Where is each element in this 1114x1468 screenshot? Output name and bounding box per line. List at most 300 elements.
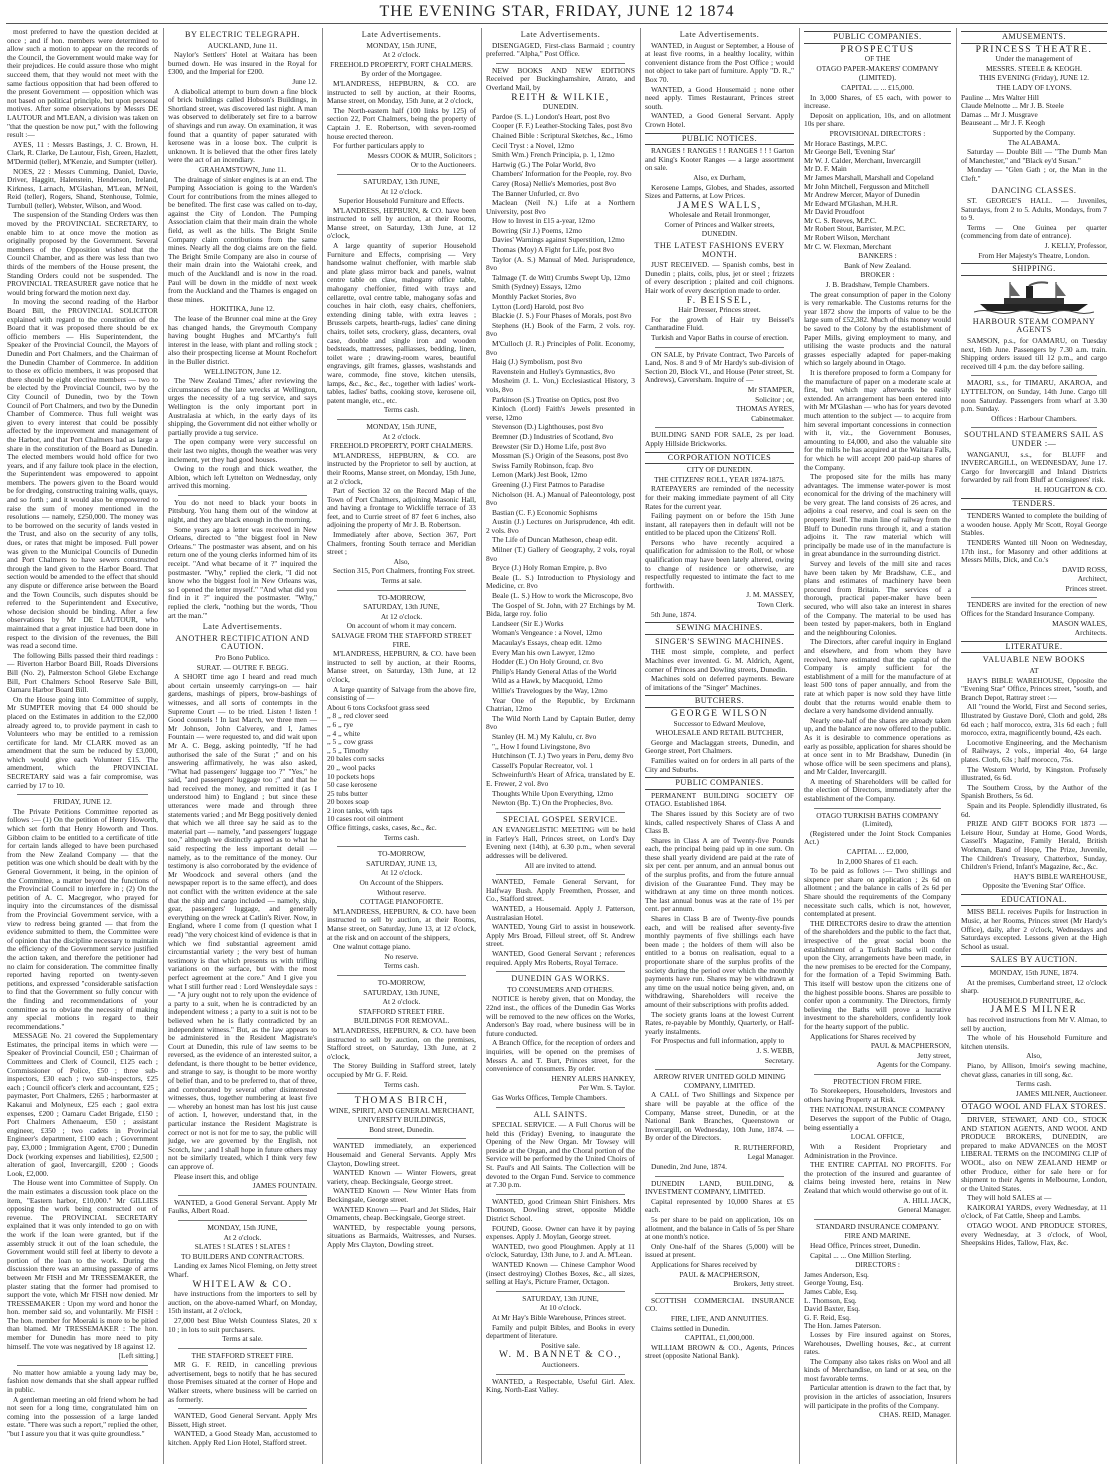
centered-line: SALVAGE FROM THE STAFFORD STREET FIRE. bbox=[331, 631, 472, 649]
list-item: Mr W. J. Calder, Merchant, Invercargill bbox=[804, 155, 921, 165]
paragraph: M'LANDRESS, HEPBURN, & CO. have been instructed to sell by auction, on the premises, Stafford street, on Saturday, 13th June, at 2 o'clock, bbox=[327, 1025, 476, 1061]
signature-line: Brokers, Jetty street. bbox=[733, 1279, 794, 1289]
paragraph: NOTICE is hereby given, that on Monday, the 22nd inst., the offices of the Dunedin Gas Works will be removed to the new offices on the Works, Anderson's Bay road, where business will be in future conducted. bbox=[486, 994, 635, 1038]
list-item: Mr Horace Bastings, M.P.C. bbox=[804, 138, 888, 148]
paragraph: Carey (Rosa) Nellie's Memories, post 8vo bbox=[492, 178, 617, 188]
centered-line: WELLINGTON, June 12. bbox=[203, 366, 282, 376]
paragraph: No matter how amiable a young lady may be, fashion now demands that she shall appear ruffled in public. bbox=[7, 1367, 158, 1395]
section-heading: PUBLIC COMPANIES. bbox=[804, 31, 951, 44]
paragraph: Piano, by Allison, Imoir's sewing machine, chevat glass, canaries in till song, &c. bbox=[961, 1060, 1107, 1079]
list-item: ,, 5 ,, cow grass bbox=[327, 737, 373, 747]
paragraph: SPECIAL SERVICE. — A Full Chorus will be held this (Friday) Evening, to inaugurate the Opening of the New Organ. Mr Towsey will preside at the Organ, and the Choral portion of the Service will be performed by the United Choirs of St. Paul's and All Saints. The Collection will be devoted to the Organ Fund. Service to commence at 7.30 p.m. bbox=[486, 1120, 635, 1190]
section-heading: PUBLIC COMPANIES. bbox=[645, 777, 794, 790]
paragraph: Year One of the Republic, by Erckmann Chatrian, 12mo bbox=[486, 695, 635, 714]
centered-line: MONDAY, 15th JUNE, bbox=[366, 40, 437, 50]
signature-line: J. KELLY, Professor, bbox=[1044, 241, 1107, 251]
rule-divider bbox=[496, 63, 625, 64]
paragraph: BUILDING SAND FOR SALE, 2s per load. Apply Hillside Brickworks. bbox=[645, 430, 794, 448]
paragraph: Milner (T.) Gallery of Geography, 2 vols, royal 8vo bbox=[486, 545, 635, 563]
signature-line: HAY'S BIBLE WAREHOUSE, bbox=[1013, 871, 1107, 881]
paragraph: NOES, 22 : Messrs Cumming, Daniel, Davie, Driver, Haggitt, Halenstein, Henderson, Ireland, Kirkness, Larnach, M'Glashan, M'Lean, M'Neil, Reid (teller), Rogers, Shand, Stenhouse, Tolmie, Turnbull (teller), Webster, Wilson, and Wood. bbox=[7, 166, 158, 210]
centered-line: FREEHOLD PROPERTY, PORT CHALMERS. bbox=[330, 441, 473, 451]
paragraph: Hutchinson (T. J.) Two years in Peru, demy 8vo bbox=[492, 751, 634, 761]
section-heading: SOUTHLAND STEAMERS SAIL AS UNDER :— bbox=[964, 430, 1104, 448]
column-6 bbox=[801, 28, 954, 1464]
paragraph: 5th June, 1874. bbox=[651, 609, 697, 619]
list-item: 50 case kerosene bbox=[327, 780, 378, 790]
centered-line: LOCAL OFFICE, bbox=[850, 1132, 905, 1142]
centered-line: BROKER : bbox=[860, 270, 895, 280]
centered-line: FIRE, LIFE, AND ANNUITIES. bbox=[670, 1313, 769, 1323]
paragraph: AN EVANGELISTIC MEETING will be held in Farley's Hall, Princes street, on Lord's Day Evening next (14th), at 6.30 p.m., when several addresses will be delivered. bbox=[486, 825, 635, 861]
paragraph: Failing payment on or before the 15th June instant, all ratepayers then in default will not be entitled to be placed upon the Citizens' Roll. bbox=[645, 511, 794, 538]
paragraph: The Shares issued by this Society are of two kinds, called respectively Shares of Class A and Class B. bbox=[645, 808, 794, 836]
paragraph: Monday — "Glen Gath ; or, the Man in the Cleft." bbox=[961, 165, 1107, 183]
paragraph: Spain and its People. Splendidly illustrated, 6s 6d. bbox=[961, 800, 1107, 819]
list-item: Mr George Bell, 'Evening Star' bbox=[804, 147, 896, 157]
centered-line: DUNEDIN. bbox=[701, 229, 738, 239]
centered-line: On account of whom it may concern. bbox=[346, 621, 457, 631]
rule-divider bbox=[337, 1093, 466, 1094]
column-divider bbox=[481, 28, 482, 1464]
centered-line: Terms cash. bbox=[383, 405, 420, 415]
centered-line: Under the management of bbox=[995, 54, 1073, 64]
rule-divider bbox=[178, 495, 307, 496]
list-item: L. Thomson, Esq. bbox=[804, 1295, 857, 1305]
section-heading: Late Advertisements. bbox=[520, 30, 601, 39]
paragraph: Shares in Class B are of Twenty-five pounds each, and will be realised after seventy-five monthly payments of five shillings each have been made ; the holders of them will also be entitled to a bonus on realisation, equal to a proportionate share of the surplus profits of the society during the period over which the monthly payments have run. Shares may be withdrawn at any time on the usual notice being given, and, on withdrawing, Shareholders will receive the amount of their subscriptions with profits added. bbox=[645, 914, 794, 1009]
centered-line: SLATES ! SLATES ! SLATES ! bbox=[194, 1242, 291, 1252]
paragraph: Particular attention is drawn to the fact that, by provision in the articles of association, Insurers will participate in the profits of the Company. bbox=[804, 1383, 951, 1410]
section-heading: SALES BY AUCTION. bbox=[961, 954, 1107, 967]
paragraph: The Banner Unfurled, cr. 8vo bbox=[492, 188, 580, 198]
paragraph: RATEPAYERS are reminded of the necessity for their making immediate payment of all City Rates for the current year. bbox=[645, 484, 794, 511]
masthead bbox=[0, 0, 1114, 26]
paragraph: WANTED Known — Winter Flowers, great variety, cheap. Beckingsale, George street. bbox=[327, 1168, 476, 1186]
centered-line: THE STAFFORD STREET FIRE. bbox=[191, 1350, 294, 1360]
paragraph: Hodder (E.) On Holy Ground, cr. 8vo bbox=[492, 657, 604, 667]
centered-line: Offices : Harbour Chambers. bbox=[991, 413, 1077, 423]
paragraph: Claims settled in Dunedin. bbox=[651, 1323, 730, 1333]
signature-line: Secretary. bbox=[764, 1055, 794, 1065]
centered-line: Opposite the 'Evening Star' Office. bbox=[982, 881, 1086, 891]
paragraph: (Registered under the Joint Stock Companies Act.) bbox=[804, 828, 951, 847]
rule-divider bbox=[178, 1220, 307, 1221]
list-item: Mr Andrew Mercer, Mayor of Dunedin bbox=[804, 190, 920, 200]
paragraph: WANTED Known — New Winter Hats from Beckingsale, George street. bbox=[327, 1186, 476, 1205]
rule-divider bbox=[496, 812, 625, 813]
centered-line: From Her Majesty's Theatre, London. bbox=[978, 250, 1090, 260]
list-item: 20 boxes soap bbox=[327, 797, 369, 807]
paragraph: Woman's Vengeance : a Novel, 12mo bbox=[492, 628, 603, 638]
centered-line: Supported by the Company. bbox=[992, 127, 1076, 137]
list-item: Mr Robert Wilson, Merchant bbox=[804, 233, 890, 243]
centered-line: Corner of Princes and Walker streets, bbox=[664, 219, 775, 229]
paragraph: Section 315, Port Chalmers, fronting Fox street. bbox=[333, 566, 475, 576]
paragraph: Bastian (C. F.) Economic Sophisms bbox=[492, 507, 598, 517]
paragraph: The society grants loans at the lowest Current Rates, re-payable by Monthly, Quarterly, or Half-yearly instalments. bbox=[645, 1009, 794, 1036]
centered-line: J. B. Bradshaw, Temple Chambers. bbox=[825, 280, 930, 290]
paragraph: Head Office, Princes street, Dunedin. bbox=[810, 1240, 921, 1250]
centered-line: PROTECTION FROM FIRE. bbox=[833, 1076, 922, 1086]
list-item: Mr James Marshall, Marshall and Copeland bbox=[804, 172, 934, 182]
list-item: Pauline ... Mrs Walter Hill bbox=[961, 92, 1039, 102]
centered-line: FREEHOLD PROPERTY, FORT CHALMERS. bbox=[330, 59, 473, 69]
rule-divider bbox=[971, 427, 1097, 428]
paragraph: Schweinfurth's Heart of Africa, translated by E. E. Frewer, 2 vol. 8vo bbox=[486, 770, 635, 788]
paragraph: Please insert this, and oblige bbox=[174, 1171, 259, 1181]
section-heading: HARBOUR STEAM COMPANY AGENTS bbox=[972, 316, 1096, 335]
paragraph: M'LANDRESS, HEPBURN, & CO. are instructed by the Proprietor to sell by auction, at their Rooms, Manse street, on Monday, 15th June, at 2 o'clock, bbox=[327, 450, 476, 486]
centered-line: CAPITAL, £1,000,000. bbox=[684, 1333, 755, 1343]
centered-line: OTAGO TURKISH BATHS COMPANY (Limited), bbox=[816, 810, 939, 829]
paragraph: WANTED, Good General Servant ; references required. Apply Mrs Roberts, Royal Terrace. bbox=[486, 949, 635, 967]
paragraph: WANTED, Female General Servant, for Halfway Bush. Apply Freemthen, Prosser, and Co., Stafford street. bbox=[486, 877, 635, 904]
paragraph: Losses by Fire insured against on Stores, Warehouses, Dwelling houses, &c., at current rates. bbox=[804, 1329, 951, 1357]
paragraph: Capital ... ... One Million Sterling. bbox=[810, 1250, 912, 1260]
paragraph: Monthly Packet Stories, 8vo bbox=[492, 292, 577, 302]
rule-divider bbox=[337, 975, 466, 976]
newspaper-title: THE EVENING STAR, FRIDAY, JUNE 12 1874 bbox=[379, 3, 735, 20]
paragraph: most preferred to have the question decided at once ; and if hon. members were determined to allow such a motion to appear on the records of the Council, the Government would make way for their prejudices. He could assure those who might succeed them, that they would not meet with the same factious opposition that had been offered to the present Government — opposition which was not based on political principle, but upon personal motives. After some observations by Messrs DE LAUTOUR and M'LEAN, a division was taken on "that the question be now put," with the following result :— bbox=[7, 28, 158, 140]
column-5 bbox=[642, 28, 797, 1464]
rule-divider bbox=[655, 1176, 784, 1177]
section-heading: DANCING CLASSES. bbox=[991, 185, 1077, 195]
centered-line: CITY OF DUNEDIN. bbox=[686, 465, 753, 475]
list-item: Mr C. W. Flexman, Merchant bbox=[804, 241, 892, 251]
rule-divider bbox=[178, 1348, 307, 1349]
list-item: 2 iron tanks, with taps bbox=[327, 805, 393, 815]
paragraph: You do not need to black your boots in Pittsburg. You hang them out of the window at night, and they are black enough in the morning. bbox=[168, 497, 317, 525]
paragraph: Hartwig (G.) The Polar World, 8vo bbox=[492, 159, 596, 169]
list-item: 10 pockets hops bbox=[327, 771, 375, 781]
centered-line: THIS EVENING (Friday), JUNE 12. bbox=[978, 73, 1090, 83]
paragraph: Chambers' Information for the People, roy. 8vo bbox=[492, 169, 632, 179]
paragraph: M'LANDRESS, HEPBURN, & CO. have been instructed to sell by auction, at their Rooms, Manse street, on Saturday, 13th June, at 12 o'clock, bbox=[327, 205, 476, 241]
paragraph: WANTED, Young Girl to assist in housework. Apply Mrs Broad, Filleul street, off St. Andrew street. bbox=[486, 922, 635, 949]
centered-line: At 2 o'clock. bbox=[223, 1232, 262, 1242]
paragraph: The open company were very successful on their last two nights, though the weather was very inclement, yet they had good houses. bbox=[168, 437, 317, 464]
centered-line: At 12 o'clock. bbox=[380, 186, 423, 196]
centered-line: THOMAS BIRCH, bbox=[354, 1096, 449, 1107]
rule-divider bbox=[17, 794, 148, 795]
signature-line: Solicitor ; or, bbox=[755, 394, 794, 404]
list-item: ,, 5 ,, Timothy bbox=[327, 745, 369, 755]
section-heading: Late Advertisements. bbox=[679, 30, 760, 39]
paragraph: Bremner (D.) Industries of Scotland, 8vo bbox=[492, 431, 614, 441]
paragraph: MESSAGE No. 21 covered the Supplementary Estimates, the principal items in which were — Speaker of Provincial Council, £50 ; Chairman of Committees and Clerk of Council, £125 each ; Commissioner of Police, £50 ; three sub-inspectors, £30 each ; two sub-inspectors, £25 each ; Council officer's clerk and accountant, £25 ; paymaster, Port Chalmers, £265 ; harbormaster at Kakanui and Molyneux, £25 each ; gaol extra expenses, £200 ; Oamaru Cadet Brigade, £150 ; Port Chalmers Athenaeum, £50 ; assistant engineer, £350 ; two cadets in Provincial Engineer's department, £100 each ; Government pay, £3,000 ; Immigration Agent, £700 ; Dunedin Dock (working expenses and liabilities), £2,500 ; alteration of gaol, Invercargill, £200 ; Goods Look, £2,000. bbox=[7, 1031, 158, 1178]
centered-line: PAUL & MACPHERSON, bbox=[679, 1269, 760, 1279]
paragraph: The following Bills passed their third readings :— Riverton Harbor Board Bill, Roads Diversions Bill (No. 2), Palmerston School Glebe Exchange Bill, Port Chalmers School Reserve Sale Bill, Oamaru Harbor Board Bill. bbox=[7, 650, 158, 695]
centered-line: Terms at sale. bbox=[222, 1334, 263, 1344]
centered-line: Bank of New Zealand. bbox=[844, 260, 911, 270]
list-item: 25 tubs butter bbox=[327, 788, 368, 798]
column-1 bbox=[4, 28, 161, 1464]
paragraph: A large quantity of Salvage from the above fire, consisting of — bbox=[327, 684, 476, 703]
paragraph: FOUND, Goose. Owner can have it by paying expenses. Apply J. Moylan, George street. bbox=[486, 1223, 635, 1242]
paragraph: Pardoe (S. L.) London's Heart, post 8vo bbox=[492, 111, 610, 121]
signature-line: JAMES FOUNTAIN. bbox=[252, 1181, 317, 1191]
signature-line: DAVID ROSS, bbox=[1061, 564, 1107, 574]
rule-divider bbox=[655, 347, 784, 348]
section-heading: AMUSEMENTS. bbox=[961, 31, 1107, 44]
signature-line: June 12. bbox=[292, 76, 317, 86]
paragraph: The proposed site for the mills has many advantages. The immense water-power is most economical for the driving of the machinery will be very great. The land consists of 26 acres, and adjoins a coal reserve, and coal is seen on the property itself. The main line of railway from the Bluff to Dunedin runs through it, and a station adjoins it. The raw material which will principally be made use of in the manufacture is in great abundance in the surrounding district. bbox=[804, 472, 951, 559]
section-heading: SEWING MACHINES. bbox=[645, 622, 794, 635]
paragraph: Stanley (H. M.) My Kalulu, cr. 8vo bbox=[492, 731, 597, 741]
centered-line: Auctioneers. bbox=[541, 1359, 580, 1369]
column-4 bbox=[483, 28, 638, 1464]
paragraph: WANGANUI, s.s., for BLUFF and INVERCARGILL, on WEDNESDAY, June 17. Cargo for Invercargill and Inland Districts forwarded by rail from Bluff at Consignees' risk. bbox=[961, 449, 1107, 485]
rule-divider bbox=[496, 1374, 625, 1375]
centered-line: TO-MORROW, bbox=[377, 592, 426, 602]
paragraph: M'LANDRESS, HEPBURN, & CO. are instructed to sell by auction, at their Rooms, Manse street, on Monday, 15th June, at 2 o'clock, bbox=[327, 78, 476, 106]
centered-line: By order of the Mortgagee. bbox=[361, 69, 442, 79]
rule-divider bbox=[496, 1107, 625, 1108]
centered-line: FIRE AND MARINE. bbox=[844, 1231, 911, 1241]
paragraph: WANTED, a Housemaid. Apply J. Patterson, Australasian Hotel. bbox=[486, 904, 635, 922]
section-heading: TENDERS. bbox=[961, 498, 1107, 511]
rule-divider bbox=[496, 1194, 625, 1195]
paragraph: For the growth of Hair try Beissel's Cantharadine Fluid. bbox=[645, 314, 794, 333]
section-heading: SHIPPING. bbox=[961, 263, 1107, 276]
paragraph: MISS BELL receives Pupils for Instruction in Music, at her Rooms, Princes street (Mr Hardy's Office), daily, after 2 o'clock, Wednesdays and Saturdays excepted. Lessons given at the High School as usual. bbox=[961, 907, 1107, 951]
list-item: George Young, Esq. bbox=[804, 1278, 864, 1288]
centered-line: GRAHAMSTOWN, June 11. bbox=[198, 164, 287, 174]
centered-line: ARROW RIVER UNITED GOLD MINING COMPANY, LIMITED. bbox=[653, 1072, 786, 1090]
paragraph: TENDERS Wanted to complete the building of a wooden house. Apply Mr Scott, Royal George Stables. bbox=[961, 511, 1107, 538]
list-item: The Hon. James Paterson. bbox=[804, 1321, 881, 1331]
paragraph: MR G. F. REID, in cancelling previous advertisement, begs to notify that he has secured those Premises situated at the corner of Hope and Walker streets, where business will be carried on as formerly. bbox=[168, 1360, 317, 1404]
paragraph: ",, How I found Livingstone, 8vo bbox=[492, 741, 591, 751]
paragraph: A large quantity of superior Household Furniture and Effects, comprising — Very handsome walnut cheffonier, with marble slab and plate glass mirror back and panels, walnut centre table on claw, mahogany office table, mahogany cheffonier, fitted with trays and cellarette, oval centre table, mahogany sofas and couches in hair cloth, easy chairs, cheffoniers, extending dining table, with extra leaves ; Brussels carpets, hearth-rugs, ladies' cane dining chairs, toilet sets, crockery, glass, decanters, oval case, double and single iron and wooden bedsteads, mattresses, palliasses, bedding, linen, toilet ware ; drawing-room wares, beautiful engravings, gilt frames, glasses, washstands and ware, commode, fine stove, kitchen utensils, lamps, &c., &c., &c., together with ladies' work-tables, ladies' baths, cooking stove, kerosene oil, patent mangle, etc., etc. bbox=[327, 241, 476, 405]
list-item: 10 cases root oil ointment bbox=[327, 814, 404, 824]
centered-line: Pro Bono Publico. bbox=[215, 652, 270, 662]
centered-line: At 12 o'clock. bbox=[380, 868, 423, 878]
paragraph: It is therefore proposed to form a Company for the manufacture of paper on a moderate scale at first, but which may afterwards be easily extended. An arrangement has been entered into with Mr M'Glashan — who has for years devoted much attention to the subject — to acquire from him several important concessions in connection with it, viz., the Government Bonuses, amounting to £4,000, and also the valuable site for the mills he has acquired at the Waitara Falls, for which he will accept 200 paid-up shares of the Company. bbox=[804, 367, 951, 472]
centered-line: PROVISIONAL DIRECTORS : bbox=[829, 128, 926, 138]
paragraph: The North-eastern half (100 links by 125) of section 22, Port Chalmers, being the property of Captain J. E. Robertson, with seven-roomed house erected thereon. bbox=[327, 105, 476, 141]
paragraph: TENDERS Wanted till Noon on Wednesday, 17th inst., for Masonry and other additions at Messrs Mills, Dick, and Co.'s bbox=[961, 537, 1107, 565]
signature-line: R. RUTHERFORD, bbox=[734, 1142, 794, 1152]
centered-line: JAMES WALLS, bbox=[677, 200, 762, 211]
paragraph: 5s per share to be paid on application, 10s on allotment, and the balance in Calls of 5s per Share at one month's notice. bbox=[645, 1215, 794, 1242]
paragraph: Kinloch (Lord) Faith's Jewels presented in verse, 12mo bbox=[486, 404, 635, 422]
rule-divider bbox=[496, 874, 625, 875]
rule-divider bbox=[814, 1074, 941, 1075]
list-item: G. F. Reid, Esq. bbox=[804, 1312, 851, 1322]
paragraph: The drainage of sinker engines is at an end. The Pumping Association is going to the Warden's Court for contributions from the mines alleged to be benefited. The first case was called on to-day, against the City of London. The Pumping Association claim that their main drain the whole field, as well as the hills. The Bright Smile Company claim contributions from the same mines. Nearly all the dog claims are on the field. The Bright Smile Company are also in course of their main drain into the Waiotahi creek, and much of the Aucklandl and is now in the road. Paul will be down in the middle of next week from the Auckland and the Thames is engaged on these mines. bbox=[168, 174, 317, 304]
paragraph: Some years ago a letter was received in New Orleans, directed to "the biggest fool in New Orleans." The postmaster was absent, and on his return one of the young clerks informed him of its receipt. "And what became of it ?" inquired the postmaster. "Why," replied the clerk, "I did not know who the biggest fool in New Orleans was, so I opened the letter myself." "And what did you find in it ?" inquired the postmaster. "Why," replied the clerk, "nothing but the words, 'Thou art the man.'" bbox=[168, 524, 317, 620]
centered-line: COTTAGE PIANOFORTE. bbox=[359, 897, 444, 907]
centered-line: GEORGE WILSON bbox=[670, 708, 769, 719]
centered-line: DUNEDIN. bbox=[542, 102, 579, 112]
rule-divider bbox=[496, 1291, 625, 1292]
centered-line: Superior Household Furniture and Effects. bbox=[338, 196, 465, 206]
paragraph: The Life of Duncan Matheson, cheap edit. bbox=[492, 535, 618, 545]
paragraph: Applications for Shares received by bbox=[651, 1260, 757, 1269]
paragraph: THE most simple, complete, and perfect Machines ever invented. G. M. Aldrich, Agent, corner of Princes and Dowling streets, Dunedin. bbox=[645, 647, 794, 674]
paragraph: Family and pulpit Bibles, and Books in every department of literature. bbox=[486, 1322, 635, 1341]
centered-line: DIRECTORS : bbox=[855, 1260, 900, 1270]
centered-line: Without reserve. bbox=[377, 887, 426, 897]
centered-line: Bond street, Dunedin. bbox=[369, 1124, 434, 1134]
centered-line: Terms cash. bbox=[383, 1079, 420, 1089]
paragraph: M'LANDRESS, HEPBURN, & CO. have been instructed to sell by auction, at their Rooms, Manse street, on Saturday, June 13, at 12 o'clock, at the risk and on account of the shippers, bbox=[327, 906, 476, 942]
centered-line: THE LADY OF LYONS. bbox=[996, 82, 1072, 92]
centered-line: REITH & WILKIE, bbox=[511, 92, 610, 103]
paragraph: Greening (J.) First Patmos to Paradise bbox=[492, 479, 605, 489]
centered-line: At 2 o'clock. bbox=[382, 431, 421, 441]
centered-line: SATURDAY, 13th JUNE, bbox=[363, 176, 440, 186]
paragraph: WANTED, good Crimean Shirt Finishers. Mrs Thomson, Dowling street, opposite Middle District School. bbox=[486, 1196, 635, 1224]
centered-line: SATURDAY, 13th JUNE, bbox=[363, 602, 440, 612]
centered-line: AT bbox=[1029, 666, 1039, 676]
paragraph: HAY'S BIBLE WAREHOUSE, Opposite the "Evening Star" Office, Princes street, "south, and Branch Depot, Rattray street :— bbox=[961, 675, 1107, 702]
paragraph: KAIKORAI YARDS, every Wednesday, at 11 o'clock, of Fat Cattle, Sheep and Lambs. bbox=[961, 1202, 1107, 1221]
section-heading: THE LATEST FASHIONS EVERY MONTH. bbox=[654, 241, 785, 259]
paragraph: Bowring (Sir J.) Poems, 12mo bbox=[492, 225, 582, 235]
paragraph: 27,000 best Blue Welsh Countess Slates, 20 x 10 ; in lots to suit purchasers. bbox=[168, 1315, 317, 1334]
list-item: Mr John Mitchell, Fergusson and Mitchell bbox=[804, 181, 930, 191]
paragraph: Smith (Sydney) Essays, 12mo bbox=[492, 282, 582, 292]
centered-line: TO-MORROW, bbox=[377, 849, 426, 859]
signature-line: Architect, bbox=[1077, 574, 1107, 584]
paragraph: The Gospel of St. John, with 27 Etchings by M. Bida, large roy. folio bbox=[486, 600, 635, 619]
list-item: Office fittings, casks, cases, &c., &c. bbox=[327, 823, 437, 833]
paragraph: For Prospectus and full information, apply to bbox=[651, 1036, 785, 1046]
paragraph: The Southern Cross, by the Author of the Spanish Brothers, 5s 6d. bbox=[961, 782, 1107, 801]
paragraph: Cassell's Popular Recreator, vol. 1 bbox=[492, 760, 594, 770]
paragraph: A diabolical attempt to burn down a fine block of brick buildings called Hobson's Buildings, in Shortland street, was discovered last night. A man was observed to deliberately set fire to a barrow of shavings and run away. On examination, it was found that a quantity of paper saturated with kerosene was in a loose box. The culprit is unknown. It is believed that the other fires lately were the act of an incendiary. bbox=[168, 86, 317, 165]
paragraph: Ravenstein and Hulley's Gymnastics, 8vo bbox=[492, 366, 616, 376]
paragraph: Thoughts While Upon Everything, 12mo bbox=[492, 788, 614, 798]
paragraph: In 3,000 Shares, of £5 each, with power to increase. bbox=[804, 92, 951, 111]
paragraph: How to Invest in £15 a-year, 12mo bbox=[492, 216, 595, 226]
rule-divider bbox=[337, 590, 466, 591]
section-heading: Late Advertisements. bbox=[361, 30, 442, 39]
rule-divider bbox=[655, 427, 784, 428]
paragraph: Parkinson (S.) Treatise on Optics, post 8vo bbox=[492, 394, 619, 404]
centered-line: THE CITIZENS' ROLL, YEAR 1874-1875. bbox=[654, 474, 785, 484]
section-heading: VALUABLE NEW BOOKS bbox=[982, 655, 1086, 665]
paragraph: Every Man his own Lawyer, 12mo bbox=[492, 647, 595, 657]
centered-line: Also, ex Durham, bbox=[693, 172, 746, 182]
list-item: About 6 tons Cocksfoot grass seed bbox=[327, 702, 430, 712]
section-heading: BY ELECTRIC TELEGRAPH. bbox=[185, 30, 300, 39]
paragraph: WANTED, by respectable young persons, situations as Barmaids, Waitresses, and Nurses. Apply Mrs Clayton, Dowling street. bbox=[327, 1222, 476, 1249]
centered-line: MONDAY, 15th JUNE, bbox=[366, 421, 437, 431]
paragraph: To Storekeepers, Householders, Investors and others having Property at Risk. bbox=[804, 1086, 951, 1105]
list-item: ,, 4 ,, white bbox=[327, 728, 361, 738]
centered-line: Terms cash. bbox=[383, 832, 420, 842]
centered-line: TO-MORROW, bbox=[377, 977, 426, 987]
centered-line: Also, bbox=[1026, 1051, 1042, 1061]
paragraph: Only One-half of the Shares (5,000) will be issued at present. bbox=[645, 1241, 794, 1260]
paragraph: Mosheim (J. L. Von,) Ecclesiastical History, 3 vols, 8vo bbox=[486, 376, 635, 394]
paragraph: THE DIRECTORS desire to draw the attention of the shareholders and the public to the fact that, irrespective of the great social boon the establishment of a Turkish Baths will confer upon the City, arrangements have been made, in the new premises to be erected for the Company, for the formation of a Tepid Swimming Bath. This itself will bestow upon the citizens one of the highest possible boons. Shares are possible to confer upon a community. The Directors, firmly believing the Baths will prove a lucrative investment to the shareholders, confidently look for the hearty support of the public. bbox=[804, 918, 951, 1031]
paragraph: Taylor (A. S.) Manual of Med. Jurisprudence, 8vo bbox=[486, 254, 635, 273]
signature-line: JAMES MILNER, Auctioneer. bbox=[1015, 1088, 1107, 1098]
signature-line: CHAS. REID, Manager. bbox=[878, 1410, 951, 1420]
signature-line: Architects. bbox=[1074, 628, 1107, 638]
centered-line: At 2 o'clock. bbox=[382, 50, 421, 60]
centered-line: HOKITIKA, June 12. bbox=[210, 304, 275, 314]
centered-line: PROSPECTUS bbox=[840, 44, 915, 55]
signature-line: HENRY ALERS HANKEY, bbox=[551, 1073, 635, 1083]
centered-line: W. M. BANNET & CO., bbox=[499, 1350, 622, 1361]
centered-line: PRINCESS THEATRE. bbox=[975, 44, 1093, 55]
list-item: Claude Melnotte ... Mr J. B. Steele bbox=[961, 101, 1064, 111]
signature-line: Cabinetmaker. bbox=[751, 413, 794, 423]
list-item: 20 bales corn sacks bbox=[327, 754, 385, 764]
section-heading: SPECIAL GOSPEL SERVICE. bbox=[503, 814, 618, 824]
centered-line: F. BEISSEL, bbox=[686, 295, 753, 306]
list-item: Mr D. F. Main bbox=[804, 164, 847, 174]
paragraph: Landing ex James Nicol Fleming, on Jetty street Wharf. bbox=[168, 1261, 317, 1279]
paragraph: At Mr Hay's Bible Warehouse, Princes street. bbox=[492, 1312, 627, 1322]
paragraph: Austin (J.) Lectures on Jurisprudence, 4th edit. 2 vols. 8vo bbox=[486, 517, 635, 535]
list-item: 20 ,, wool packs bbox=[327, 762, 376, 772]
rule-divider bbox=[178, 1408, 307, 1409]
list-item: ,, 6 ,, rye bbox=[327, 719, 354, 729]
centered-line: (LIMITED). bbox=[858, 73, 897, 83]
paragraph: Deposit on application, 10s, and on allotment 10s per share. bbox=[804, 110, 951, 129]
section-heading: CORPORATION NOTICES bbox=[645, 452, 794, 465]
rule-divider bbox=[178, 1195, 307, 1196]
paragraph: Nearly one-half of the shares are already taken up, and the balance are now offered to the public. As it is desirable to commence operations as early as possible, application for shares should be at once sent in to Mr Bradshaw, Dunedin (in whose office will be seen specimens and plans), and Mr Calder, Invercargill. bbox=[804, 715, 951, 777]
paragraph: Deserves the support of the Public of Otago, being essentially a bbox=[804, 1114, 951, 1132]
paragraph: The Private Petitions Committee reported as follows :— (1) On the petition of Henry Howorth, which set forth that Henry Howorth and Thos. Gibbon claim to be entitled to a certificate of title for certain lands alleged to have been purchased from the New Zealand Company — that the petition was one which should be dealt with by the General Government, it being, in the opinion of the Committee, a matter beyond the functions of the Provincial Council to interfere in ; (2) On the petition of A. C. Macgregor, who prayed for inquiry into the circumstances of the dismissal from the Provincial Government service, with a view to redress being granted — that from the evidence submitted to them, the Committee were of opinion that the discipline necessary to maintain the efficiency of the Government service justified the action taken, and therefore the petitioner had no claim for consideration. The committee finally reported having reported on twenty-seven petitions, and expressed "considerable satisfaction to find that the Government so fully concur with the finding and recommendations of your committee as to obviate the necessity of making any special motions in regard to their recommendations." bbox=[7, 806, 158, 1031]
paragraph: Beale (L. S.) Introduction to Physiology and Medicine, cr. 8vo bbox=[486, 572, 635, 591]
rule-divider bbox=[971, 375, 1097, 376]
paragraph: WANTED, Good General Servant. Apply Mrs Bissett, High street. bbox=[168, 1411, 317, 1429]
rule-divider bbox=[337, 174, 466, 175]
section-heading: DUNEDIN GAS WORKS. bbox=[511, 974, 610, 984]
paragraph: ON SALE, by Private Contract, Two Parcels of Land, Nos. 8 and 9 of Mr Hardy's sub-division of Section 20, Block VI., and House (Peter street, St. Andrews), Caversham. Inquire of — bbox=[645, 349, 794, 385]
paragraph: Part of Section 32 on the Record Map of the Town of Port Chalmers, adjoining Masonic Hall, and having a frontage to Wickliffe terrace of 33 feet, and to Currie street of 87 feet 6 inches, also adjoining the property of Mr J. B. Robertson. bbox=[327, 486, 476, 530]
paragraph: Stevenson (D.) Lighthouses, post 8vo bbox=[492, 422, 604, 432]
centered-line: BANKERS : bbox=[858, 251, 897, 261]
centered-line: No reserve. bbox=[384, 951, 419, 961]
centered-line: Terms at sale. bbox=[381, 576, 422, 586]
centered-line: In 2,000 Shares of £1 each. bbox=[837, 856, 918, 866]
signature-line: A. HILL JACK, bbox=[903, 1195, 951, 1205]
paragraph: DUNEDIN LAND, BUILDING, & INVESTMENT COMPANY, LIMITED. bbox=[645, 1178, 794, 1197]
paragraph: Wild as a Hawk, by Macquoid, 12mo bbox=[492, 676, 603, 686]
paragraph: Immediately after above, Section 367, Port Chalmers, fronting South terrace and Meridian street ; bbox=[327, 530, 476, 557]
rule-divider bbox=[655, 1293, 784, 1294]
list-item: Mr C. S. Reeves, M.P.C. bbox=[804, 215, 877, 225]
paragraph: Terms — One Guinea per quarter (commencing from date of entrance). bbox=[961, 222, 1107, 241]
centered-line: FRIDAY, JUNE 12. bbox=[53, 797, 112, 807]
signature-line: PAUL & MACPHERSON, bbox=[870, 1041, 951, 1051]
paragraph: Gas Works Offices, Temple Chambers. bbox=[492, 1092, 608, 1102]
paragraph: Swiss Family Robinson, fcap. 8vo bbox=[492, 460, 594, 470]
section-heading: BUTCHERS. bbox=[645, 695, 794, 708]
section-heading: PUBLIC NOTICES. bbox=[645, 133, 794, 146]
paragraph: On the House going into Committee of supply, Mr SUMPTER moving that £4 000 should be placed on the Estimates in addition to the £2,000 already agreed to, to provide payment in cash to Volunteers who may be entitled to a remission certificate for land. Mr CLARK moved as an amendment that the sum be reduced by £3,000, which would give each Volunteer £15. The amendment, which the PROVINCIAL SECRETARY said was a fair compromise, was carried by 17 to 10. bbox=[7, 694, 158, 790]
rule-divider bbox=[337, 846, 466, 847]
centered-line: HOUSEHOLD FURNITURE, &c. bbox=[982, 995, 1086, 1005]
signature-line: Jetty street, bbox=[917, 1050, 951, 1060]
list-item: James Cable, Esq. bbox=[804, 1286, 858, 1296]
centered-line: SATURDAY, 13th JUNE, bbox=[522, 1293, 599, 1303]
paragraph: Brewster (Sir D.) Home Life, post 8vo bbox=[492, 441, 607, 451]
centered-line: Successor to Edward Meulove, bbox=[673, 718, 766, 728]
paragraph: Capital represented by 10,000 Shares at £5 each. bbox=[645, 1196, 794, 1215]
centered-line: All are invited to attend. bbox=[524, 860, 597, 870]
